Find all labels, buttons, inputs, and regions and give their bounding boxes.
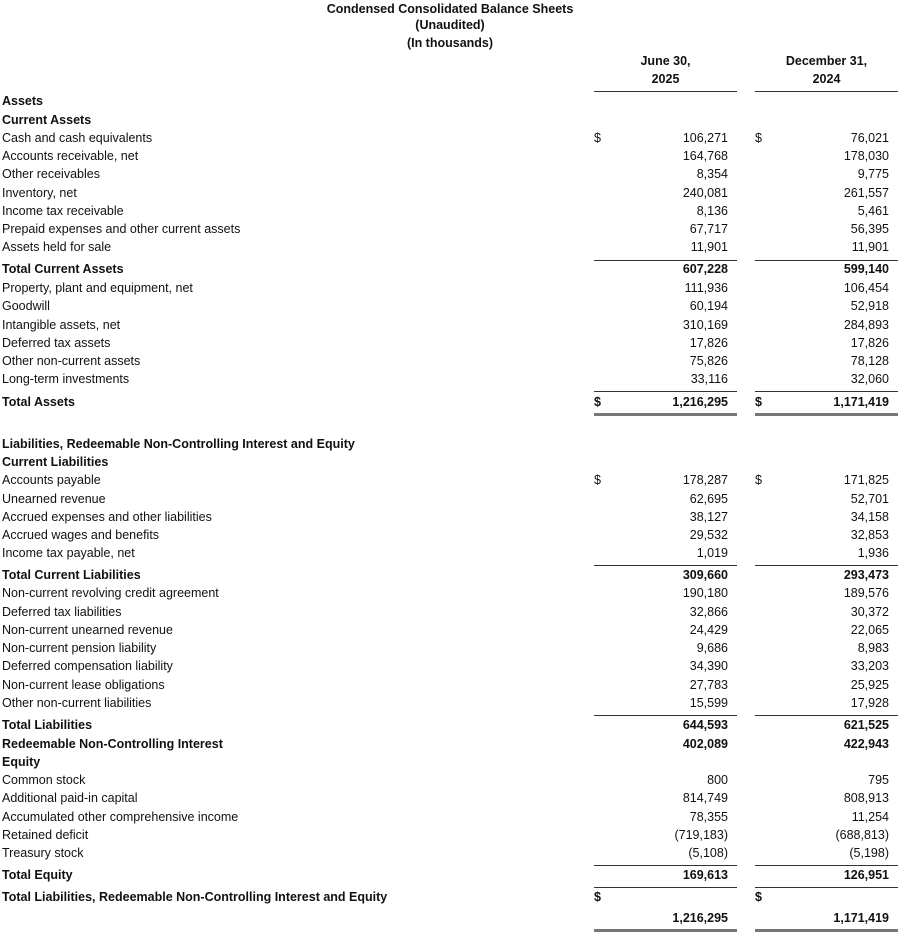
row-label: Redeemable Non-Controlling Interest bbox=[2, 737, 223, 751]
value-june-2025: 402,089 bbox=[682, 737, 728, 751]
value-december-2024: 171,825 bbox=[843, 473, 889, 487]
value-june-2025: 190,180 bbox=[682, 586, 728, 600]
currency-symbol: $ bbox=[594, 473, 601, 487]
row-label: Non-current pension liability bbox=[2, 641, 157, 655]
row-label: Cash and cash equivalents bbox=[2, 131, 153, 145]
value-june-2025: 169,613 bbox=[682, 868, 728, 882]
table-row-heading bbox=[0, 735, 900, 753]
table-row bbox=[0, 584, 900, 602]
table-row bbox=[0, 771, 900, 789]
column-header-line1: December 31, bbox=[785, 54, 868, 68]
value-june-2025: 178,287 bbox=[682, 473, 728, 487]
currency-symbol: $ bbox=[594, 395, 601, 409]
table-row bbox=[0, 544, 900, 562]
value-june-2025: 1,216,295 bbox=[672, 911, 728, 925]
row-label: Liabilities, Redeemable Non-Controlling Interest and Equity bbox=[2, 437, 355, 451]
value-june-2025: 24,429 bbox=[689, 623, 728, 637]
currency-symbol: $ bbox=[755, 395, 762, 409]
value-december-2024: 22,065 bbox=[850, 623, 889, 637]
row-label: Unearned revenue bbox=[2, 492, 106, 506]
table-row bbox=[0, 297, 900, 315]
value-december-2024: 32,060 bbox=[850, 372, 889, 386]
value-june-2025: 67,717 bbox=[689, 222, 728, 236]
value-june-2025: 800 bbox=[707, 773, 728, 787]
row-label: Accounts receivable, net bbox=[2, 149, 139, 163]
value-december-2024: 56,395 bbox=[850, 222, 889, 236]
currency-symbol: $ bbox=[755, 131, 762, 145]
value-june-2025: 106,271 bbox=[682, 131, 728, 145]
subtotal-rule bbox=[755, 565, 898, 566]
row-label: Total Equity bbox=[2, 868, 73, 882]
total-double-rule bbox=[755, 413, 898, 416]
row-label: Common stock bbox=[2, 773, 86, 787]
table-row bbox=[0, 789, 900, 807]
table-row bbox=[0, 490, 900, 508]
column-header-line1: June 30, bbox=[640, 54, 691, 68]
value-june-2025: (719,183) bbox=[674, 828, 728, 842]
value-december-2024: 52,918 bbox=[850, 299, 889, 313]
value-june-2025: 8,136 bbox=[696, 204, 728, 218]
row-label: Current Assets bbox=[2, 113, 92, 127]
subtotal-rule bbox=[755, 391, 898, 392]
table-row bbox=[0, 202, 900, 220]
value-june-2025: 1,216,295 bbox=[672, 395, 728, 409]
value-december-2024: 25,925 bbox=[850, 678, 889, 692]
value-december-2024: 30,372 bbox=[850, 605, 889, 619]
row-label: Total Assets bbox=[2, 395, 75, 409]
table-row bbox=[0, 676, 900, 694]
row-label: Long-term investments bbox=[2, 372, 130, 386]
value-december-2024: 78,128 bbox=[850, 354, 889, 368]
table-row-heading bbox=[0, 260, 900, 278]
table-row bbox=[0, 603, 900, 621]
table-row-heading bbox=[0, 92, 900, 110]
value-december-2024: 178,030 bbox=[843, 149, 889, 163]
row-label: Retained deficit bbox=[2, 828, 89, 842]
value-december-2024: 599,140 bbox=[843, 262, 889, 276]
table-row bbox=[0, 316, 900, 334]
value-june-2025: 15,599 bbox=[689, 696, 728, 710]
row-label: Current Liabilities bbox=[2, 455, 109, 469]
subtotal-rule bbox=[594, 865, 737, 866]
row-label: Income tax payable, net bbox=[2, 546, 135, 560]
row-label: Non-current revolving credit agreement bbox=[2, 586, 219, 600]
table-row-heading bbox=[0, 888, 900, 906]
value-december-2024: (688,813) bbox=[835, 828, 889, 842]
row-label: Other non-current assets bbox=[2, 354, 141, 368]
subtotal-rule bbox=[594, 260, 737, 261]
row-label: Goodwill bbox=[2, 299, 50, 313]
value-june-2025: 27,783 bbox=[689, 678, 728, 692]
subtotal-rule bbox=[755, 887, 898, 888]
value-december-2024: 17,928 bbox=[850, 696, 889, 710]
row-label: Non-current unearned revenue bbox=[2, 623, 173, 637]
subtotal-rule bbox=[755, 260, 898, 261]
total-double-rule bbox=[594, 929, 737, 932]
value-december-2024: 11,901 bbox=[851, 240, 889, 254]
table-row-heading bbox=[0, 566, 900, 584]
table-row-heading bbox=[0, 435, 900, 453]
value-december-2024: 621,525 bbox=[843, 718, 889, 732]
subtotal-rule bbox=[594, 715, 737, 716]
row-label: Intangible assets, net bbox=[2, 318, 121, 332]
value-december-2024: 52,701 bbox=[850, 492, 889, 506]
value-june-2025: 240,081 bbox=[682, 186, 728, 200]
value-june-2025: 814,749 bbox=[682, 791, 728, 805]
total-double-rule bbox=[594, 413, 737, 416]
subtitle-unaudited bbox=[0, 16, 900, 34]
table-row-heading bbox=[0, 753, 900, 771]
value-december-2024: 17,826 bbox=[850, 336, 889, 350]
value-june-2025: 62,695 bbox=[689, 492, 728, 506]
title-text: Condensed Consolidated Balance Sheets bbox=[326, 2, 574, 16]
value-june-2025: 75,826 bbox=[689, 354, 728, 368]
table-row-heading bbox=[0, 111, 900, 129]
value-december-2024: 11,254 bbox=[851, 810, 889, 824]
table-row-heading bbox=[0, 453, 900, 471]
value-december-2024: 5,461 bbox=[857, 204, 889, 218]
row-label: Accounts payable bbox=[2, 473, 101, 487]
table-row bbox=[0, 657, 900, 675]
subtitle-units-text: (In thousands) bbox=[406, 36, 494, 50]
value-june-2025: 164,768 bbox=[682, 149, 728, 163]
subtotal-rule bbox=[594, 391, 737, 392]
currency-symbol: $ bbox=[594, 890, 601, 904]
value-june-2025: 34,390 bbox=[689, 659, 728, 673]
value-june-2025: 309,660 bbox=[682, 568, 728, 582]
table-row bbox=[0, 694, 900, 712]
table-row bbox=[0, 639, 900, 657]
value-december-2024: 33,203 bbox=[850, 659, 889, 673]
table-row bbox=[0, 621, 900, 639]
value-june-2025: (5,108) bbox=[688, 846, 728, 860]
row-label: Prepaid expenses and other current assets bbox=[2, 222, 241, 236]
row-label: Deferred compensation liability bbox=[2, 659, 173, 673]
value-december-2024: 76,021 bbox=[850, 131, 889, 145]
table-row bbox=[0, 844, 900, 862]
value-june-2025: 17,826 bbox=[689, 336, 728, 350]
value-june-2025: 607,228 bbox=[682, 262, 728, 276]
table-row bbox=[0, 165, 900, 183]
row-label: Property, plant and equipment, net bbox=[2, 281, 193, 295]
value-december-2024: 261,557 bbox=[843, 186, 889, 200]
value-december-2024: 808,913 bbox=[843, 791, 889, 805]
row-label: Accumulated other comprehensive income bbox=[2, 810, 239, 824]
table-row bbox=[0, 526, 900, 544]
table-row bbox=[0, 147, 900, 165]
value-june-2025: 644,593 bbox=[682, 718, 728, 732]
value-december-2024: 189,576 bbox=[843, 586, 889, 600]
table-row bbox=[0, 352, 900, 370]
value-june-2025: 310,169 bbox=[682, 318, 728, 332]
value-june-2025: 1,019 bbox=[696, 546, 728, 560]
row-label: Inventory, net bbox=[2, 186, 77, 200]
row-label: Accrued wages and benefits bbox=[2, 528, 160, 542]
row-label: Total Current Assets bbox=[2, 262, 124, 276]
table-row bbox=[0, 508, 900, 526]
value-december-2024: 34,158 bbox=[850, 510, 889, 524]
value-december-2024: (5,198) bbox=[849, 846, 889, 860]
value-june-2025: 111,936 bbox=[684, 281, 728, 295]
subtitle-units bbox=[0, 34, 900, 52]
value-december-2024: 32,853 bbox=[850, 528, 889, 542]
value-december-2024: 1,936 bbox=[857, 546, 889, 560]
row-label: Non-current lease obligations bbox=[2, 678, 165, 692]
table-row bbox=[0, 279, 900, 297]
value-december-2024: 1,171,419 bbox=[833, 911, 889, 925]
table-row-heading bbox=[0, 866, 900, 884]
row-label: Assets bbox=[2, 94, 43, 108]
value-december-2024: 422,943 bbox=[843, 737, 889, 751]
row-label: Other receivables bbox=[2, 167, 100, 181]
subtitle-unaudited-text: (Unaudited) bbox=[415, 18, 485, 32]
row-label: Total Liabilities bbox=[2, 718, 93, 732]
row-label: Other non-current liabilities bbox=[2, 696, 152, 710]
column-header-june-2025 bbox=[594, 52, 737, 88]
table-row bbox=[0, 334, 900, 352]
value-june-2025: 33,116 bbox=[690, 372, 728, 386]
table-row-heading bbox=[0, 716, 900, 734]
subtotal-rule bbox=[755, 715, 898, 716]
table-row bbox=[0, 370, 900, 388]
column-header-line2: 2024 bbox=[812, 72, 841, 86]
value-june-2025: 8,354 bbox=[696, 167, 728, 181]
total-double-rule bbox=[755, 929, 898, 932]
table-row bbox=[0, 808, 900, 826]
value-june-2025: 38,127 bbox=[689, 510, 728, 524]
value-december-2024: 1,171,419 bbox=[833, 395, 889, 409]
row-label: Assets held for sale bbox=[2, 240, 112, 254]
currency-symbol: $ bbox=[755, 890, 762, 904]
currency-symbol: $ bbox=[594, 131, 601, 145]
table-row bbox=[0, 238, 900, 256]
table-row bbox=[0, 471, 900, 489]
row-label: Additional paid-in capital bbox=[2, 791, 138, 805]
table-row bbox=[0, 129, 900, 147]
row-label: Deferred tax liabilities bbox=[2, 605, 122, 619]
value-june-2025: 60,194 bbox=[689, 299, 728, 313]
table-row bbox=[0, 220, 900, 238]
subtotal-rule bbox=[755, 865, 898, 866]
row-label: Total Liabilities, Redeemable Non-Controlling Interest and Equity bbox=[2, 890, 388, 904]
value-december-2024: 126,951 bbox=[843, 868, 889, 882]
table-row-heading bbox=[0, 909, 900, 927]
value-june-2025: 11,901 bbox=[690, 240, 728, 254]
row-label: Treasury stock bbox=[2, 846, 84, 860]
value-june-2025: 78,355 bbox=[689, 810, 728, 824]
row-label: Total Current Liabilities bbox=[2, 568, 141, 582]
row-label: Income tax receivable bbox=[2, 204, 124, 218]
value-june-2025: 9,686 bbox=[696, 641, 728, 655]
row-label: Deferred tax assets bbox=[2, 336, 111, 350]
table-row bbox=[0, 826, 900, 844]
column-header-line2: 2025 bbox=[651, 72, 680, 86]
value-december-2024: 106,454 bbox=[843, 281, 889, 295]
value-december-2024: 293,473 bbox=[843, 568, 889, 582]
value-december-2024: 795 bbox=[868, 773, 889, 787]
column-header-december-2024 bbox=[755, 52, 898, 88]
value-june-2025: 29,532 bbox=[689, 528, 728, 542]
row-label: Equity bbox=[2, 755, 41, 769]
value-december-2024: 8,983 bbox=[857, 641, 889, 655]
currency-symbol: $ bbox=[755, 473, 762, 487]
table-row bbox=[0, 184, 900, 202]
subtotal-rule bbox=[594, 887, 737, 888]
value-december-2024: 284,893 bbox=[843, 318, 889, 332]
value-june-2025: 32,866 bbox=[689, 605, 728, 619]
table-row-heading bbox=[0, 393, 900, 411]
value-december-2024: 9,775 bbox=[857, 167, 889, 181]
row-label: Accrued expenses and other liabilities bbox=[2, 510, 212, 524]
subtotal-rule bbox=[594, 565, 737, 566]
